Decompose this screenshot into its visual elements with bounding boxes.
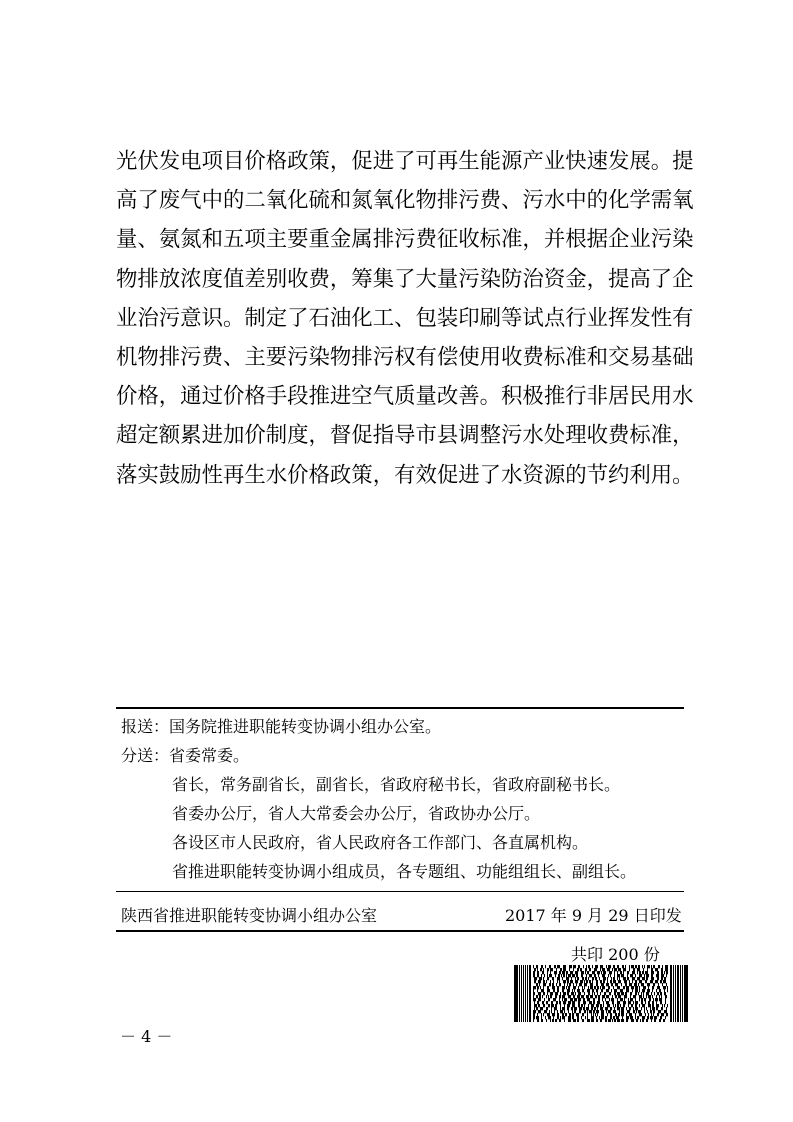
body-line: 量、氨氮和五项主要重金属排污费征收标准，并根据企业污染 bbox=[116, 227, 694, 253]
report-to: 报送：国务院推进职能转变协调小组办公室。 bbox=[121, 717, 442, 736]
page-number: － 4 － bbox=[120, 1027, 173, 1046]
body-text bbox=[116, 142, 694, 495]
body-line: 落实鼓励性再生水价格政策，有效促进了水资源的节约利用。 bbox=[116, 462, 694, 488]
copy-to-line: 省委办公厅，省人大常委会办公厅，省政协办公厅。 bbox=[172, 804, 541, 823]
divider-middle bbox=[116, 891, 684, 892]
barcode-image bbox=[514, 965, 688, 1022]
copy-count: 共印 200 份 bbox=[571, 945, 660, 964]
divider-top bbox=[116, 707, 684, 709]
body-line: 价格，通过价格手段推进空气质量改善。积极推行非居民用水 bbox=[116, 384, 694, 410]
issue-date: 2017 年 9 月 29 日印发 bbox=[505, 906, 682, 925]
copy-to-line: 各设区市人民政府，省人民政府各工作部门、各直属机构。 bbox=[172, 833, 589, 852]
issuing-office: 陕西省推进职能转变协调小组办公室 bbox=[121, 906, 378, 925]
body-line: 业治污意识。制定了石油化工、包装印刷等试点行业挥发性有 bbox=[116, 305, 694, 331]
body-line: 光伏发电项目价格政策，促进了可再生能源产业快速发展。提 bbox=[116, 149, 694, 174]
body-line: 超定额累进加价制度，督促指导市县调整污水处理收费标准， bbox=[116, 423, 694, 449]
copy-to-line: 省推进职能转变协调小组成员，各专题组、功能组组长、副组长。 bbox=[172, 862, 637, 881]
divider-bottom bbox=[116, 930, 684, 932]
body-line: 高了废气中的二氧化硫和氮氧化物排污费、污水中的化学需氧 bbox=[116, 188, 694, 214]
copy-to-label: 分送：省委常委。 bbox=[121, 746, 250, 765]
copy-to-line: 省长，常务副省长，副省长，省政府秘书长，省政府副秘书长。 bbox=[172, 775, 621, 794]
body-line: 机物排污费、主要污染物排污权有偿使用收费标准和交易基础 bbox=[116, 344, 694, 370]
body-line: 物排放浓度值差别收费，筹集了大量污染防治资金，提高了企 bbox=[116, 266, 694, 292]
